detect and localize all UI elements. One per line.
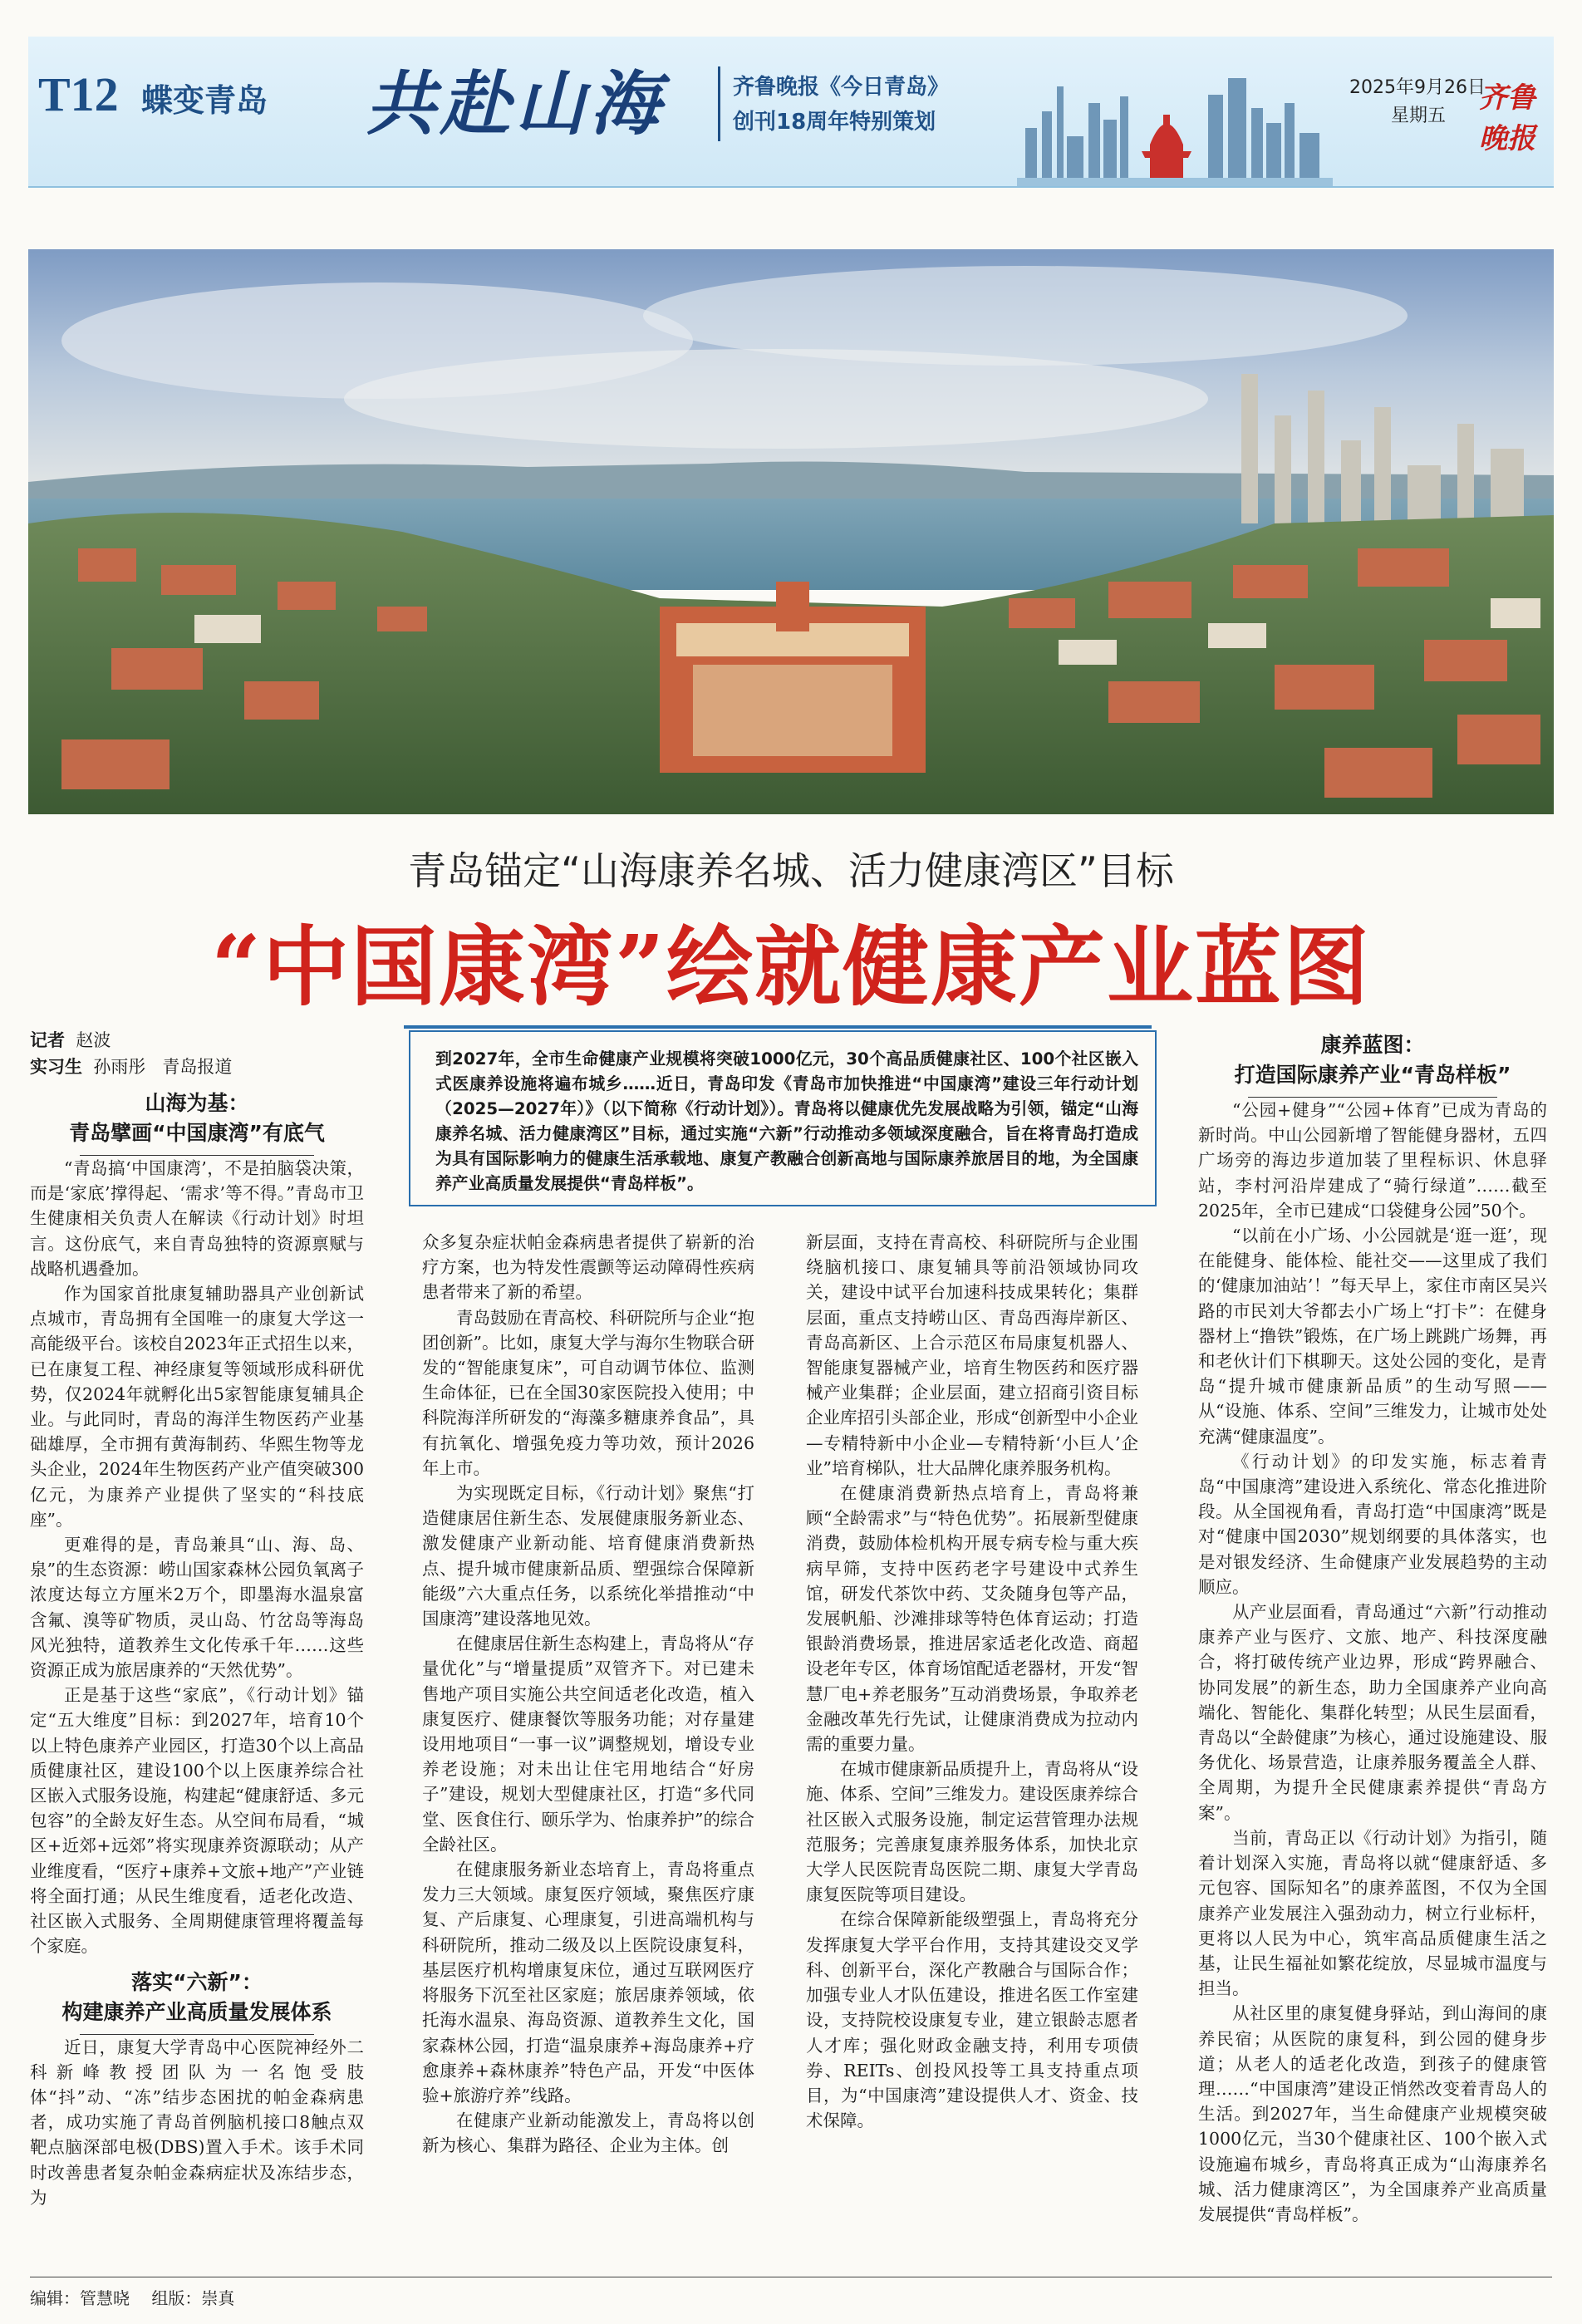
section-3-para: 当前，青岛正以《行动计划》为指引，随着计划深入实施，青岛将以就“健康舒适、多元包容、国际知名”的康养蓝图，不仅为全国康养产业发展注入强劲动力，树立行业标杆，更将以人民为中心，筑牢高品质健康生活之基，让民生福祉如繁花绽放，尽显城市温度与担当。 — [1198, 1827, 1547, 1999]
article-subtitle: 青岛锚定“山海康养名城、活力健康湾区”目标 — [408, 848, 1174, 893]
column-2 — [422, 1230, 754, 2159]
layout-credit: 组版：崇真 — [151, 2288, 235, 2308]
column-2-para: 众多复杂症状帕金森病患者提供了崭新的治疗方案，也为特发性震颤等运动障碍性疾病患者带来了新的希望。 — [422, 1232, 754, 1303]
byline-reporter — [30, 1027, 364, 1054]
section-1-para: “青岛搞‘中国康湾’，不是拍脑袋决策，而是‘家底’撑得起、‘需求’等不得。”青岛市卫生健康相关负责人在解读《行动计划》时坦言。这份底气，来自青岛独特的资源禀赋与战略机遇叠加。 — [30, 1158, 364, 1279]
report-location: 青岛报道 — [162, 1057, 233, 1077]
section-2-heading-a: 落实“六新”： — [131, 1969, 263, 1994]
section-3-heading — [1198, 1030, 1547, 1090]
section-1-heading-b: 青岛擘画“中国康湾”有底气 — [69, 1121, 325, 1145]
reporter-name: 赵波 — [76, 1030, 111, 1050]
masthead — [28, 37, 1554, 188]
column-3-para: 在综合保障新能级塑强上，青岛将充分发挥康复大学平台作用，支持其建设交叉学科、创新平台，深化产教融合与国际合作；加强专业人才队伍建设，推进名医工作室建设，支持院校设康复专业，建立银龄志愿者人才库；强化财政金融支持，利用专项债券、REITs、创投风投等工具支持重点项目，为“中国康湾”建设提供人才、资金、技术保障。 — [806, 1909, 1138, 2131]
section-3-heading-b: 打造国际康养产业“青岛样板” — [1234, 1063, 1511, 1087]
section-3-para: “以前在小广场、小公园就是‘逛一逛’，现在能健身、能体检、能社交——这里成了我们的‘健康加油站’！”每天早上，家住市南区吴兴路的市民刘大爷都去小广场上“打卡”：在健身器材上“撸铁”锻炼，在广场上跳跳广场舞，再和老伙计们下棋聊天。这处公园的变化，是青岛“提升城市健康新品质”的生动写照——从“设施、体系、空间”三维发力，让城市处处充满“健康温度”。 — [1198, 1226, 1547, 1447]
section-1-para: 作为国家首批康复辅助器具产业创新试点城市，青岛拥有全国唯一的康复大学这一高能级平台。该校自2023年正式招生以来，已在康复工程、神经康复等领域形成科研优势，仅2024年就孵化出5家智能康复辅具企业。与此同时，青岛的海洋生物医药产业基础雄厚，全市拥有黄海制药、华熙生物等龙头企业，2024年生物医药产业产值突破300亿元，为康养产业提供了坚实的“科技底座”。 — [30, 1284, 364, 1530]
column-4 — [1198, 1030, 1547, 2227]
section-1-para: 正是基于这些“家底”，《行动计划》锚定“五大维度”目标：到2027年，培育10个以上特色康养产业园区，打造30个以上高品质健康社区，建设100个以上医康养综合社区嵌入式服务设施，构建起“健康舒适、多元包容”的全龄友好生态。从空间布局看，“城区+近郊+远郊”将实现康养资源联动；从产业维度看，“医疗+康养+文旅+地产”产业链将全面打通；从民生维度看，适老化改造、社区嵌入式服务、全周期健康管理将覆盖每个家庭。 — [30, 1685, 364, 1957]
section-3-para: “公园+健身”“公园+体育”已成为青岛的新时尚。中山公园新增了智能健身器材，五四广场旁的海边步道加装了里程标识、休息驿站，李村河沿岸建成了“骑行绿道”……截至2025年，全市已建成“口袋健身公园”50个。 — [1198, 1100, 1547, 1221]
special-line-2: 创刊18周年特别策划 — [733, 110, 936, 135]
column-3-para: 新层面，支持在青高校、科研院所与企业围绕脑机接口、康复辅具等前沿领域协同攻关，建设中试平台加速科技成果转化；集群层面，重点支持崂山区、青岛西海岸新区、青岛高新区、上合示范区布局康复机器人、智能康复器械产业，培育生物医药和医疗器械产业集群；企业层面，建立招商引资目标企业库招引头部企业，形成“创新型中小企业—专精特新中小企业—专精特新‘小巨人’企业”培育梯队，壮大品牌化康养服务机构。 — [806, 1232, 1138, 1478]
section-3-para: 从社区里的康复健身驿站，到山海间的康养民宿；从医院的康复科，到公园的健身步道；从老人的适老化改造，到孩子的健康管理……“中国康湾”建设正悄然改变着青岛人的生活。到2027年，当生命健康产业规模突破1000亿元，当30个健康社区、100个嵌入式设施遍布城乡，青岛将真正成为“山海康养名城、活力健康湾区”，为全国康养产业高质量发展提供“青岛样板”。 — [1198, 2003, 1547, 2224]
issue-weekday: 星期五 — [1391, 106, 1447, 126]
special-line-1: 齐鲁晚报《今日青岛》 — [733, 75, 950, 100]
editor-credit: 编辑：管慧晓 — [30, 2288, 130, 2308]
masthead-divider — [718, 66, 720, 141]
section-2-para: 近日，康复大学青岛中心医院神经外二科新峰教授团队为一名饱受肢体“抖”动、“冻”结步态困扰的帕金森病患者，成功实施了青岛首例脑机接口8触点双靶点脑深部电极(DBS)置入手术。该手术同时改善患者复杂帕金森病症状及冻结步态，为 — [30, 2037, 364, 2208]
footer — [30, 2285, 251, 2309]
column-2-para: 在健康服务新业态培育上，青岛将重点发力三大领域。康复医疗领域，聚焦医疗康复、产后康复、心理康复，引进高端机构与科研院所，推动二级及以上医院设康复科，基层医疗机构增康复床位，通过互联网医疗将服务下沉至社区家庭；旅居康养领域，依托海水温泉、海岛资源、道教养生文化，国家森林公园，打造“温泉康养+海岛康养+疗愈康养+森林康养”特色产品，开发“中医体验+旅游疗养”线路。 — [422, 1860, 754, 2105]
section-2-heading-b: 构建康养产业高质量发展体系 — [61, 1999, 332, 2024]
intern-label: 实习生 — [30, 1057, 82, 1077]
skyline-illustration — [1017, 53, 1333, 186]
calligraphy-title: 共赴山海 — [366, 62, 666, 145]
section-name: 蝶变青岛 — [141, 82, 268, 119]
issue-date: 2025年9月26日 — [1349, 77, 1486, 98]
column-1 — [30, 1027, 364, 2210]
section-1-heading-a: 山海为基： — [145, 1091, 249, 1115]
column-3-para: 在城市健康新品质提升上，青岛将从“设施、体系、空间”三维发力。建设医康养综合社区嵌入式服务设施，制定运营管理办法规范服务；完善康复康养服务体系，加快北京大学人民医院青岛医院二期、康复大学青岛康复医院等项目建设。 — [806, 1759, 1138, 1905]
reporter-label: 记者 — [30, 1030, 65, 1050]
page-code: T12 — [38, 67, 119, 121]
section-3-heading-a: 康养蓝图： — [1320, 1033, 1425, 1057]
section-3-para: 从产业层面看，青岛通过“六新”行动推动康养产业与医疗、文旅、地产、科技深度融合，将打破传统产业边界，形成“跨界融合、协同发展”的新生态，助力全国康养产业向高端化、智能化、集群化转型；从民生层面看，青岛以“全龄健康”为核心，通过设施建设、服务优化、场景营造，让康养服务覆盖全人群、全周期，为提升全民健康素养提供“青岛方案”。 — [1198, 1602, 1547, 1823]
section-1-heading — [30, 1088, 364, 1148]
column-3-para: 在健康消费新热点培育上，青岛将兼顾“全龄需求”与“特色优势”。拓展新型健康消费，鼓励体检机构开展专病专检与重大疾病早筛，支持中医药老字号建设中式养生馆，研发代茶饮中药、艾灸随身包等产品，发展帆船、沙滩排球等特色体育运动；打造银龄消费场景，推进居家适老化改造、商超设老年专区，体育场馆配适老器材，开发“智慧厂电+养老服务”互动消费场景，争取养老金融改革先行先试，让健康消费成为拉动内需的重要力量。 — [806, 1483, 1138, 1755]
intro-box: 到2027年，全市生命健康产业规模将突破1000亿元，30个高品质健康社区、100个社区嵌入式医康养设施将遍布城乡……近日，青岛印发《青岛市加快推进“中国康湾”建设三年行动计划（2025—2027年）》（以下简称《行动计划》）。青岛将以健康优先发展战略为引领，锚定“山海康养名城、活力健康湾区”目标，通过实施“六新”行动推动多领域深度融合，旨在将青岛打造成为具有国际影响力的健康生活承载地、康复产教融合创新高地与国际康养旅居目的地，为全国康养产业高质量发展提供“青岛样板”。 — [409, 1030, 1157, 1206]
column-3 — [806, 1230, 1138, 2133]
section-2-heading — [30, 1968, 364, 2027]
section-1-para: 更难得的是，青岛兼具“山、海、岛、泉”的生态资源：崂山国家森林公园负氧离子浓度达每立方厘米2万个，即墨海水温泉富含氟、溴等矿物质，灵山岛、竹岔岛等海岛风光独特，道教养生文化传承千年……这些资源正成为旅居康养的“天然优势”。 — [30, 1535, 364, 1681]
column-2-para: 为实现既定目标，《行动计划》聚焦“打造健康居住新生态、发展健康服务新业态、激发健康产业新动能、培育健康消费新热点、提升城市健康新品质、塑强综合保障新能级”六大重点任务，以系统化举措推动“中国康湾”建设落地见效。 — [422, 1483, 754, 1629]
section-3-para: 《行动计划》的印发实施，标志着青岛“中国康湾”建设进入系统化、常态化推进阶段。从全国视角看，青岛打造“中国康湾”既是对“健康中国2030”规划纲要的具体落实，也是对银发经济、生命健康产业发展趋势的主动顺应。 — [1198, 1451, 1547, 1597]
city-aerial-photo — [28, 249, 1554, 814]
column-2-para: 在健康产业新动能激发上，青岛将以创新为核心、集群为路径、企业为主体。创 — [422, 2110, 754, 2156]
intern-name: 孙雨彤 — [93, 1057, 146, 1077]
byline-intern — [30, 1054, 364, 1080]
column-2-para: 青岛鼓励在青高校、科研院所与企业“抱团创新”。比如，康复大学与海尔生物联合研发的“智能康复床”，可自动调节体位、监测生命体征，已在全国30家医院投入使用；中科院海洋所研发的“海藻多糖康养食品”，具有抗氧化、增强免疫力等功效，预计2026年上市。 — [422, 1307, 754, 1478]
article-title: “中国康湾”绘就健康产业蓝图 — [211, 916, 1371, 1018]
newspaper-logo: 齐鲁晚报 — [1479, 81, 1535, 155]
column-2-para: 在健康居住新生态构建上，青岛将从“存量优化”与“增量提质”双管齐下。对已建未售地产项目实施公共空间适老化改造，植入康复医疗、健康餐饮等服务功能；对存量建设用地项目“一事一议”调整规划，增设专业养老设施；对未出让住宅用地结合“好房子”建设，规划大型健康社区，打造“多代同堂、医食住行、颐乐学为、怡康养护”的综合全龄社区。 — [422, 1634, 754, 1855]
